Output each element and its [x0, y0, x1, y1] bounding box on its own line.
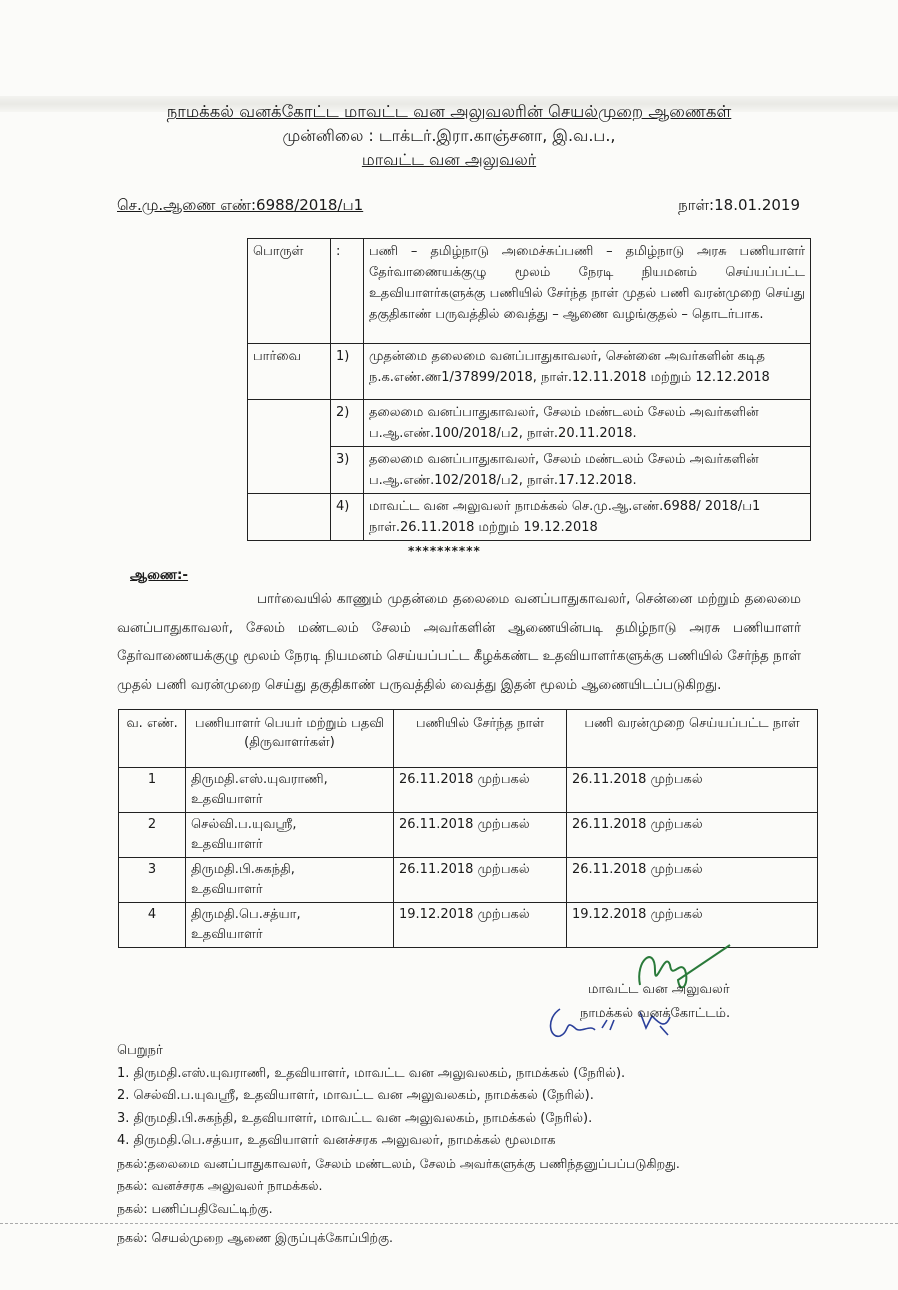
cell-joined: 26.11.2018 முற்பகல்: [394, 768, 567, 813]
reference-row: [248, 447, 811, 494]
table-header-row: [119, 710, 818, 768]
order-date: நாள்:18.01.2019: [678, 196, 800, 214]
reference-number: 2): [331, 400, 364, 447]
reference-line: [0, 194, 898, 216]
recipient-item: 4. திருமதி.பெ.சத்யா, உதவியாளர் வனச்சரக அலுவலர், நாமக்கல் மூலமாக: [117, 1133, 556, 1148]
officer-designation: மாவட்ட வன அலுவலர்: [361, 150, 537, 169]
copy-item: நகல்: வனச்சரக அலுவலர் நாமக்கல்.: [117, 1178, 323, 1193]
empty-cell: [248, 400, 331, 447]
reference-text: மாவட்ட வன அலுவலர் நாமக்கல் செ.மு.ஆ.எண்.6988/ 2018/ப1 நாள்.26.11.2018 மற்றும் 19.12.2018: [364, 494, 811, 541]
cell-sno: 3: [119, 858, 186, 903]
cell-regularised: 26.11.2018 முற்பகல்: [567, 768, 818, 813]
order-heading: ஆணை:-: [130, 567, 189, 583]
recipients-block: [117, 1040, 898, 1250]
cell-sno: 2: [119, 813, 186, 858]
signatory-office: நாமக்கல் வனக்கோட்டம்.: [580, 1006, 731, 1021]
cell-joined: 26.11.2018 முற்பகல்: [394, 858, 567, 903]
presence-line: முன்னிலை : டாக்டர்.இரா.காஞ்சனா, இ.வ.ப.,: [282, 126, 616, 145]
subject-table: [247, 238, 811, 541]
cell-sno: 1: [119, 768, 186, 813]
order-number: செ.மு.ஆணை எண்:6988/2018/ப1: [117, 196, 364, 214]
cell-name: [186, 813, 394, 858]
cell-joined: 19.12.2018 முற்பகல்: [394, 903, 567, 948]
document-title: நாமக்கல் வனக்கோட்ட மாவட்ட வன அலுவலரின் செயல்முறை ஆணைகள்: [166, 102, 732, 121]
scan-fold-line: [0, 1223, 898, 1224]
copy-item: நகல்:தலைமை வனப்பாதுகாவலர், சேலம் மண்டலம், சேலம் அவர்களுக்கு பணிந்தனுப்பப்படுகிறது.: [117, 1155, 680, 1171]
cell-regularised: 19.12.2018 முற்பகல்: [567, 903, 818, 948]
references-label: பார்வை: [248, 344, 331, 400]
subject-label: பொருள்: [248, 239, 331, 344]
recipient-item: 2. செல்வி.ப.யுவஸ்ரீ, உதவியாளர், மாவட்ட வன அலுவலகம், நாமக்கல் (நேரில்).: [117, 1088, 594, 1103]
subject-row: [248, 239, 811, 344]
subject-colon: :: [331, 239, 364, 344]
header-joined: பணியில் சேர்ந்த நாள்: [394, 710, 567, 768]
cell-sno: 4: [119, 903, 186, 948]
reference-number: 1): [331, 344, 364, 400]
staff-name: திருமதி.எஸ்.யுவராணி,: [191, 772, 328, 787]
copy-item: நகல்: பணிப்பதிவேட்டிற்கு.: [117, 1200, 273, 1216]
recipient-item: 1. திருமதி.எஸ்.யுவராணி, உதவியாளர், மாவட்ட வன அலுவலகம், நாமக்கல் (நேரில்).: [117, 1065, 626, 1081]
reference-text: தலைமை வனப்பாதுகாவலர், சேலம் மண்டலம் சேலம் அவர்களின் ப.ஆ.எண்.102/2018/ப2, நாள்.17.12.2018.: [364, 447, 811, 494]
subject-text: பணி – தமிழ்நாடு அமைச்சுப்பணி – தமிழ்நாடு அரசு பணியாளர் தேர்வாணையக்குழு மூலம் நேரடி நியமனம் செய்யப்பட்ட உதவியாளர்களுக்கு பணியில் சேர்ந்த நாள் முதல் பணி வரன்முறை செய்து தகுதிகாண் பருவத்தில் வைத்து – ஆணை வழங்குதல் – தொடர்பாக.: [364, 239, 811, 344]
header-regularised: பணி வரன்முறை செய்யப்பட்ட நாள்: [567, 710, 818, 768]
separator-stars: **********: [408, 544, 481, 558]
reference-text: முதன்மை தலைமை வனப்பாதுகாவலர், சென்னை அவர்களின் கடித ந.க.எண்.ண1/37899/2018, நாள்.12.11.2018 மற்றும் 12.12.2018: [364, 344, 811, 400]
signature-block: [0, 978, 898, 1026]
header-name-text: பணியாளர் பெயர் மற்றும் பதவி: [194, 716, 385, 731]
reference-row: [248, 494, 811, 541]
table-row: [119, 858, 818, 903]
cell-joined: 26.11.2018 முற்பகல்: [394, 813, 567, 858]
recipient-item: 3. திருமதி.பி.சுகந்தி, உதவியாளர், மாவட்ட வன அலுவலகம், நாமக்கல் (நேரில்).: [117, 1110, 593, 1126]
reference-text: தலைமை வனப்பாதுகாவலர், சேலம் மண்டலம் சேலம் அவர்களின் ப.ஆ.எண்.100/2018/ப2, நாள்.20.11.2018.: [364, 400, 811, 447]
reference-number: 3): [331, 447, 364, 494]
staff-post: உதவியாளர்: [191, 792, 263, 807]
header-name-sub: (திருவாளர்கள்): [244, 735, 335, 750]
staff-post: உதவியாளர்: [191, 927, 263, 942]
cell-name: [186, 858, 394, 903]
cell-regularised: 26.11.2018 முற்பகல்: [567, 813, 818, 858]
table-row: [119, 813, 818, 858]
cell-name: [186, 768, 394, 813]
staff-post: உதவியாளர்: [191, 837, 263, 852]
empty-cell: [248, 447, 331, 494]
staff-post: உதவியாளர்: [191, 882, 263, 897]
table-row: [119, 768, 818, 813]
reference-number: 4): [331, 494, 364, 541]
header-name: [186, 710, 394, 768]
empty-cell: [248, 494, 331, 541]
cell-name: [186, 903, 394, 948]
cell-regularised: 26.11.2018 முற்பகல்: [567, 858, 818, 903]
staff-name: திருமதி.பி.சுகந்தி,: [191, 862, 295, 877]
copy-item: நகல்: செயல்முறை ஆணை இருப்புக்கோப்பிற்கு.: [117, 1230, 393, 1245]
reference-row: [248, 344, 811, 400]
signatory-designation: மாவட்ட வன அலுவலர்: [588, 982, 730, 997]
order-body: பார்வையில் காணும் முதன்மை தலைமை வனப்பாதுகாவலர், சென்னை மற்றும் தலைமை வனப்பாதுகாவலர், சேலம் மண்டலம் சேலம் அவர்களின் ஆணையின்படி தமிழ்நாடு அரசு பணியாளர் தேர்வாணையக்குழு மூலம் நேரடி நியமனம் செய்யப்பட்ட கீழக்கண்ட உதவியாளர்களுக்கு பணியில் சேர்ந்த நாள் முதல் பணி வரன்முறை செய்து தகுதிகாண் பருவத்தில் வைத்து இதன் மூலம் ஆணையிடப்படுகிறது.: [117, 591, 802, 693]
header-sno: வ. எண்.: [119, 710, 186, 768]
staff-name: செல்வி.ப.யுவஸ்ரீ,: [191, 817, 297, 832]
recipients-heading: பெறுநர்: [117, 1043, 163, 1058]
staff-name: திருமதி.பெ.சத்யா,: [191, 907, 301, 922]
staff-table: [118, 709, 818, 948]
reference-row: [248, 400, 811, 447]
